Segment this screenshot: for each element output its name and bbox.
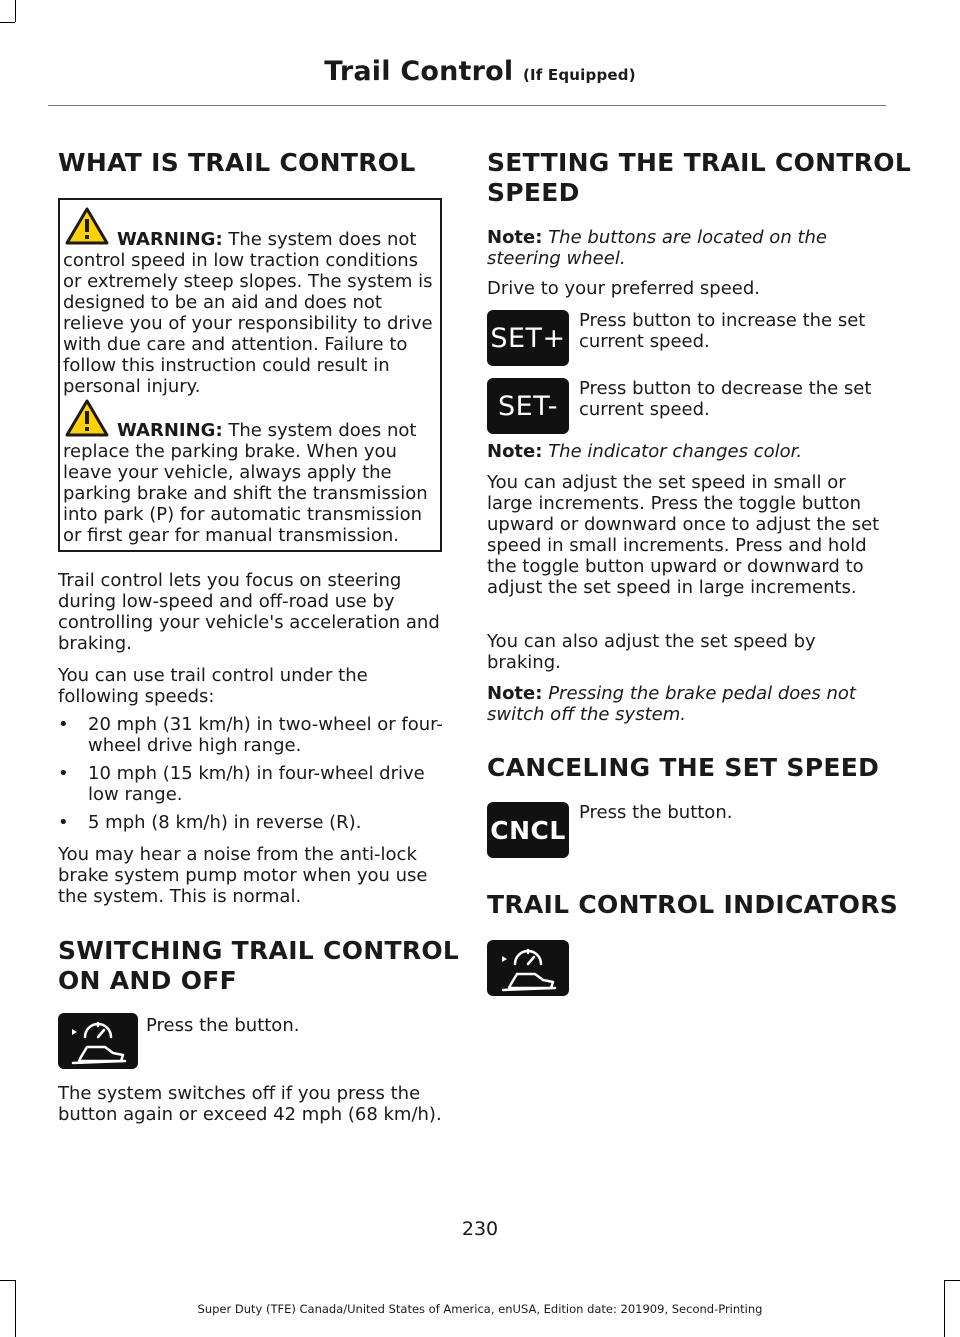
note-text: The indicator changes color. bbox=[548, 441, 803, 462]
note-text: Pressing the brake pedal does not switch off the system. bbox=[487, 683, 856, 725]
note-label: Note: bbox=[487, 683, 543, 704]
note-text: The buttons are located on the steering wheel. bbox=[487, 227, 827, 269]
set-minus-label: SET- bbox=[498, 390, 558, 422]
set-plus-button-icon bbox=[487, 310, 569, 366]
paragraph-braking: You can also adjust the set speed by braking. bbox=[487, 631, 816, 673]
crop-mark bbox=[15, 0, 16, 22]
title-text: Trail Control bbox=[324, 56, 514, 87]
paragraph-switch-off: The system switches off if you press the button again or exceed 42 mph (68 km/h). bbox=[58, 1083, 442, 1125]
warning-label: WARNING: bbox=[117, 229, 223, 250]
list-item-text: 5 mph (8 km/h) in reverse (R). bbox=[88, 812, 362, 833]
set-plus-label: SET+ bbox=[490, 322, 566, 354]
trail-control-icon bbox=[497, 944, 559, 992]
page-title bbox=[0, 56, 960, 87]
crop-mark bbox=[0, 1280, 15, 1281]
title-suffix: (If Equipped) bbox=[522, 66, 636, 84]
set-plus-text: Press button to increase the set current speed. bbox=[579, 310, 866, 352]
heading-canceling: CANCELING THE SET SPEED bbox=[487, 753, 880, 782]
paragraph-drive: Drive to your preferred speed. bbox=[487, 278, 761, 299]
warning-box bbox=[58, 198, 442, 552]
paragraph-noise: You may hear a noise from the anti-lock brake system pump motor when you use the system. This is normal. bbox=[58, 844, 428, 907]
page-number: 230 bbox=[461, 1218, 499, 1240]
warning-2 bbox=[63, 420, 441, 546]
cancel-button-icon bbox=[487, 802, 569, 858]
note-label: Note: bbox=[487, 441, 543, 462]
warning-text: The system does not control speed in low traction conditions or extremely steep slopes. The system is designed to be an aid and does not relieve you of your responsibility to drive with due care and attention. Failure to follow this instruction could result in personal injury. bbox=[63, 229, 433, 397]
heading-setting-line2: SPEED bbox=[487, 178, 580, 207]
footer-text: Super Duty (TFE) Canada/United States of America, enUSA, Edition date: 201909, Second-Printing bbox=[197, 1302, 763, 1316]
trail-control-button-icon bbox=[58, 1013, 138, 1069]
cncl-label: CNCL bbox=[490, 815, 566, 845]
note-label: Note: bbox=[487, 227, 543, 248]
heading-what-is-trail-control: WHAT IS TRAIL CONTROL bbox=[58, 148, 416, 177]
note-brake-pedal bbox=[487, 683, 882, 725]
list-item: • 10 mph (15 km/h) in four-wheel drive low range. bbox=[58, 763, 448, 805]
heading-indicators: TRAIL CONTROL INDICATORS bbox=[487, 890, 899, 919]
list-item: • 5 mph (8 km/h) in reverse (R). bbox=[58, 812, 448, 833]
paragraph-adjust: You can adjust the set speed in small or large increments. Press the toggle button upward or downward once to adjust the set speed in small increments. Press and hold the toggle button upward or downward to adjust the set speed in large increments. bbox=[487, 472, 880, 598]
paragraph-speeds: You can use trail control under the following speeds: bbox=[58, 665, 368, 707]
warning-label: WARNING: bbox=[117, 420, 223, 441]
note-buttons-location bbox=[487, 227, 882, 269]
crop-mark bbox=[945, 1280, 960, 1281]
press-button-text: Press the button. bbox=[146, 1015, 300, 1036]
list-item: • 20 mph (31 km/h) in two-wheel or four-wheel drive high range. bbox=[58, 714, 448, 756]
paragraph-intro: Trail control lets you focus on steering during low-speed and off-road use by controlling your vehicle's acceleration and braking. bbox=[58, 570, 440, 654]
trail-control-icon bbox=[67, 1017, 129, 1065]
heading-switching-line2: ON AND OFF bbox=[58, 966, 238, 995]
heading-setting-line1: SETTING THE TRAIL CONTROL bbox=[487, 148, 912, 177]
list-item-text: 20 mph (31 km/h) in two-wheel or four-wheel drive high range. bbox=[88, 714, 443, 756]
set-minus-text: Press button to decrease the set current speed. bbox=[579, 378, 872, 420]
crop-mark bbox=[0, 22, 15, 23]
list-item-text: 10 mph (15 km/h) in four-wheel drive low range. bbox=[88, 763, 425, 805]
header-divider bbox=[48, 105, 886, 106]
warning-text: The system does not replace the parking brake. When you leave your vehicle, always apply the parking brake and shift the transmission into park (P) for automatic transmission or first gear for manual transmission. bbox=[63, 420, 428, 546]
heading-switching-line1: SWITCHING TRAIL CONTROL bbox=[58, 936, 460, 965]
set-minus-button-icon bbox=[487, 378, 569, 434]
trail-control-indicator-icon bbox=[487, 940, 569, 996]
warning-1 bbox=[63, 229, 441, 397]
note-indicator bbox=[487, 441, 882, 462]
cancel-press-text: Press the button. bbox=[579, 802, 733, 823]
